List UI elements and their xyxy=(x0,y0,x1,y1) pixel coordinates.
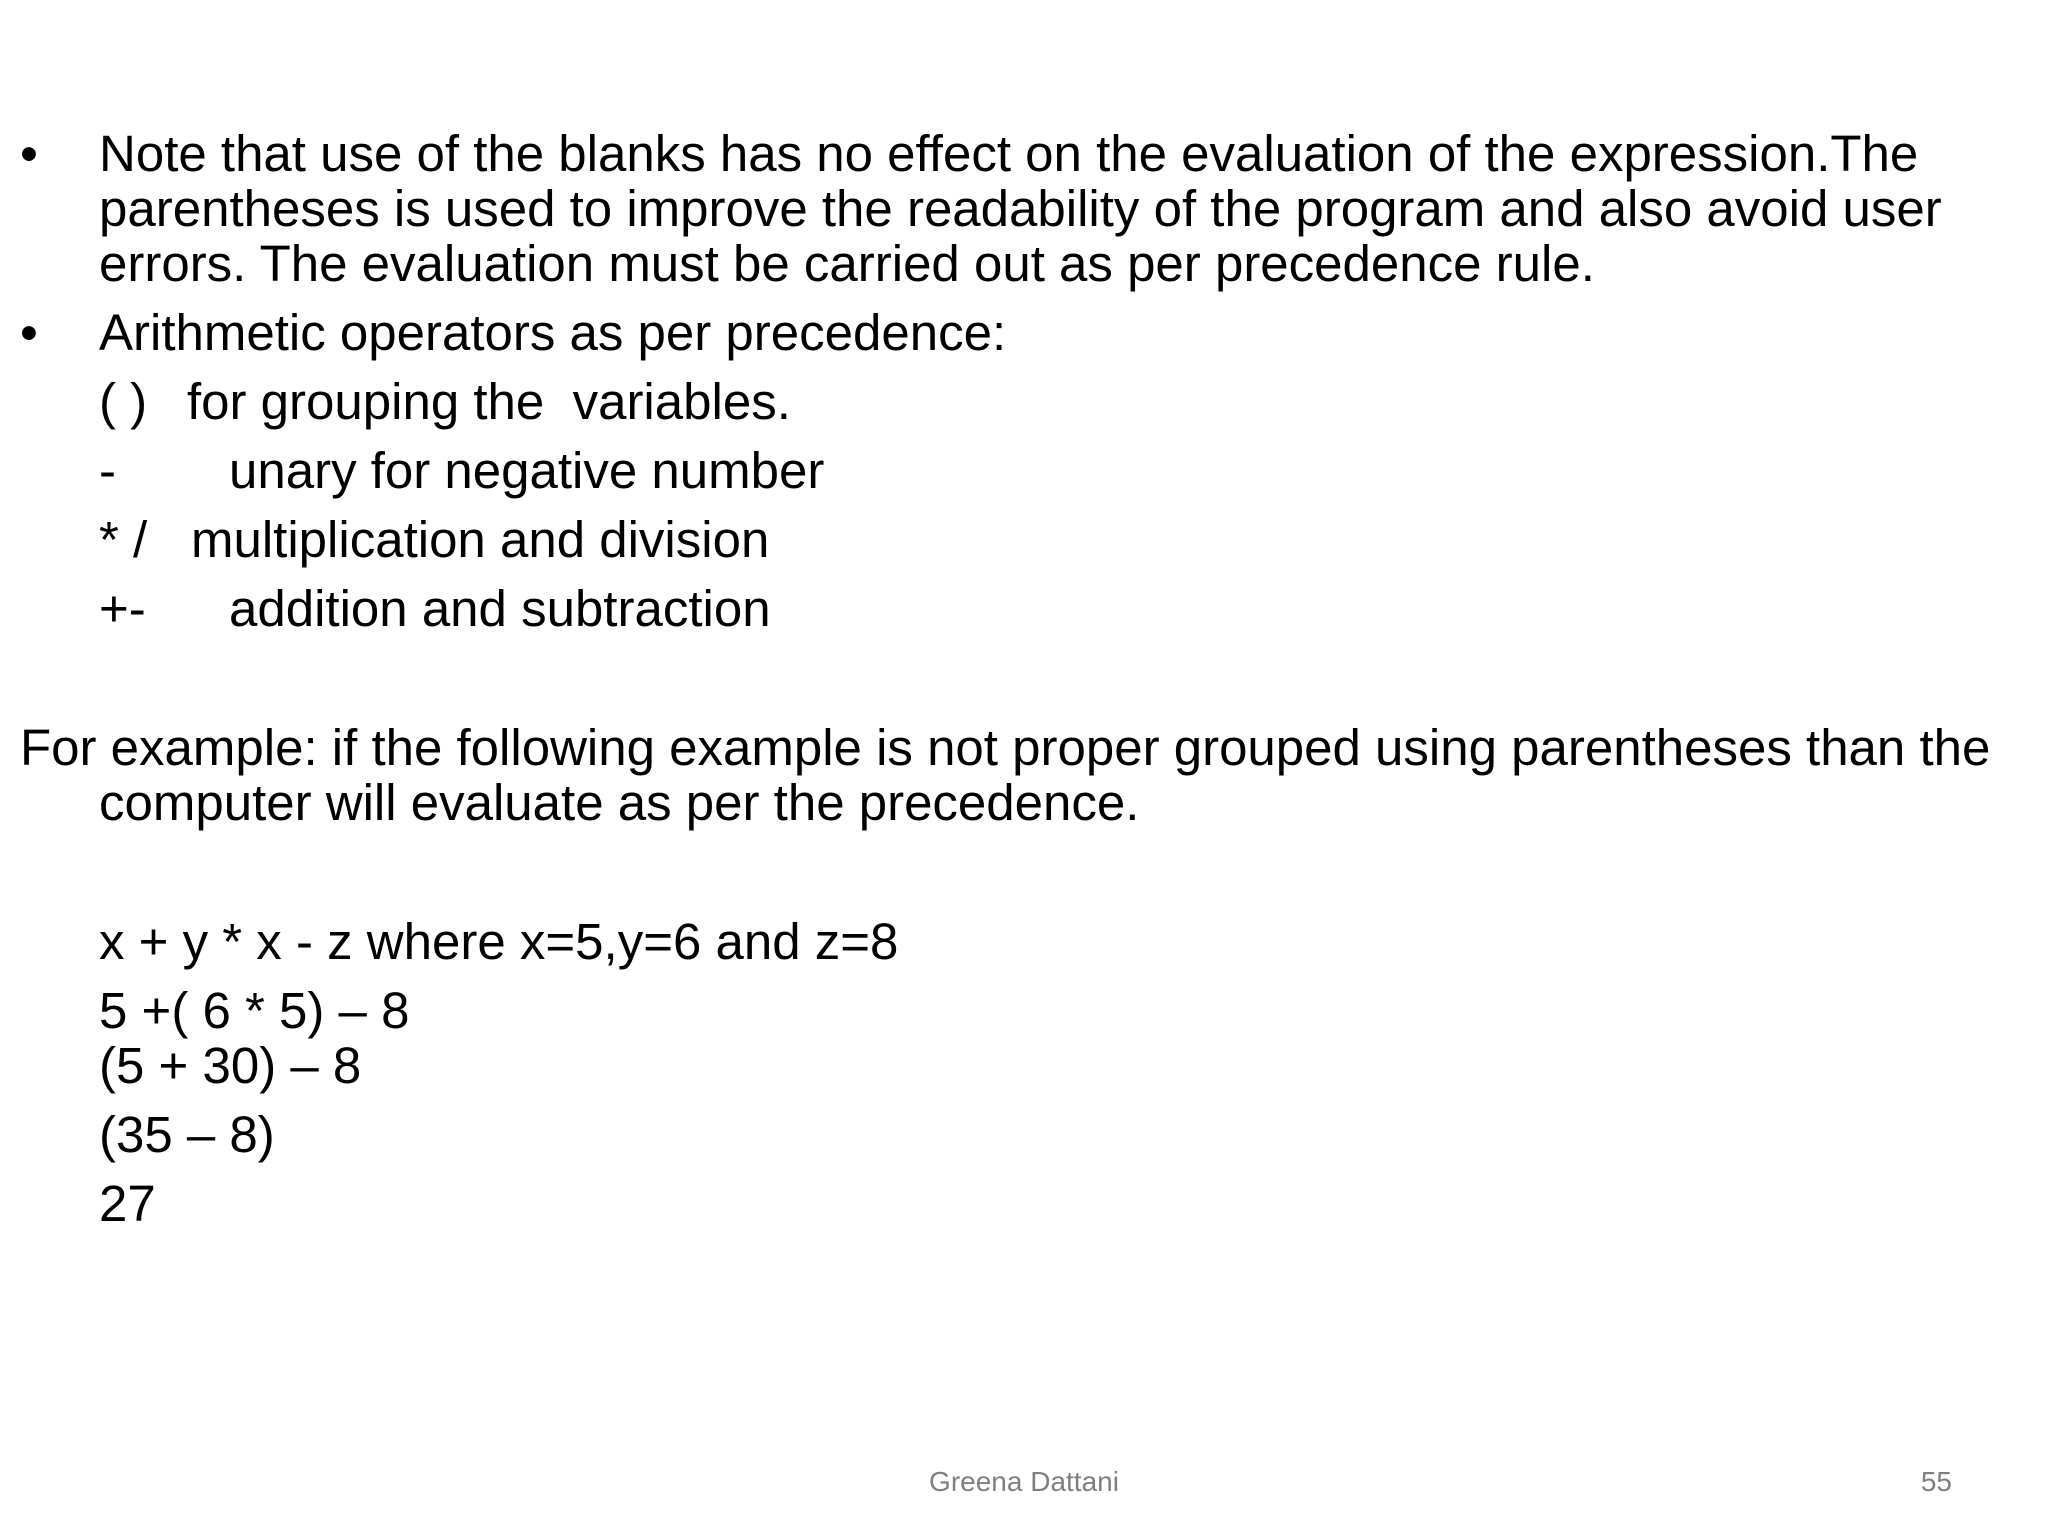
calculation-steps xyxy=(20,914,2000,1231)
operator-symbol: +- xyxy=(99,580,146,637)
example-paragraph: For example: if the following example is not proper grouped using parentheses than the computer will evaluate as per the precedence. xyxy=(20,719,1991,831)
calculation-step: (35 – 8) xyxy=(99,1106,275,1163)
operator-description: multiplication and division xyxy=(191,511,770,568)
bullet-text: Note that use of the blanks has no effect on the evaluation of the expression.The parentheses is used to improve the readability of the program and also avoid user errors. The evaluation must be carried out as per precedence rule. xyxy=(99,125,1942,292)
bullet-item-blanks-note xyxy=(20,126,2000,291)
bullet-marker: • xyxy=(20,304,38,361)
operator-description: for grouping the variables. xyxy=(187,373,791,430)
operator-symbol: * / xyxy=(99,511,148,568)
bullet-marker: • xyxy=(20,125,38,182)
operator-description: unary for negative number xyxy=(229,442,825,499)
bullet-text: Arithmetic operators as per precedence: xyxy=(99,304,1007,361)
operator-symbol: - xyxy=(99,442,116,499)
operator-row-multiplication xyxy=(20,512,2000,567)
calculation-step: 5 +( 6 * 5) – 8 xyxy=(99,982,410,1039)
footer-author: Greena Dattani xyxy=(929,1466,1119,1497)
operator-row-unary xyxy=(20,443,2000,498)
calculation-expression: x + y * x - z where x=5,y=6 and z=8 xyxy=(99,913,899,970)
calculation-result: 27 xyxy=(99,1175,156,1232)
calculation-step: (5 + 30) – 8 xyxy=(99,1037,362,1094)
operator-row-grouping xyxy=(20,374,2000,429)
operator-description: addition and subtraction xyxy=(229,580,771,637)
slide-page-number: 55 xyxy=(1920,1466,1952,1497)
spacer xyxy=(20,636,2000,720)
bullet-item-arithmetic-operators xyxy=(20,305,2000,360)
slide-content xyxy=(20,126,2000,1231)
operator-symbol: ( ) xyxy=(99,373,148,430)
operator-row-addition xyxy=(20,581,2000,636)
